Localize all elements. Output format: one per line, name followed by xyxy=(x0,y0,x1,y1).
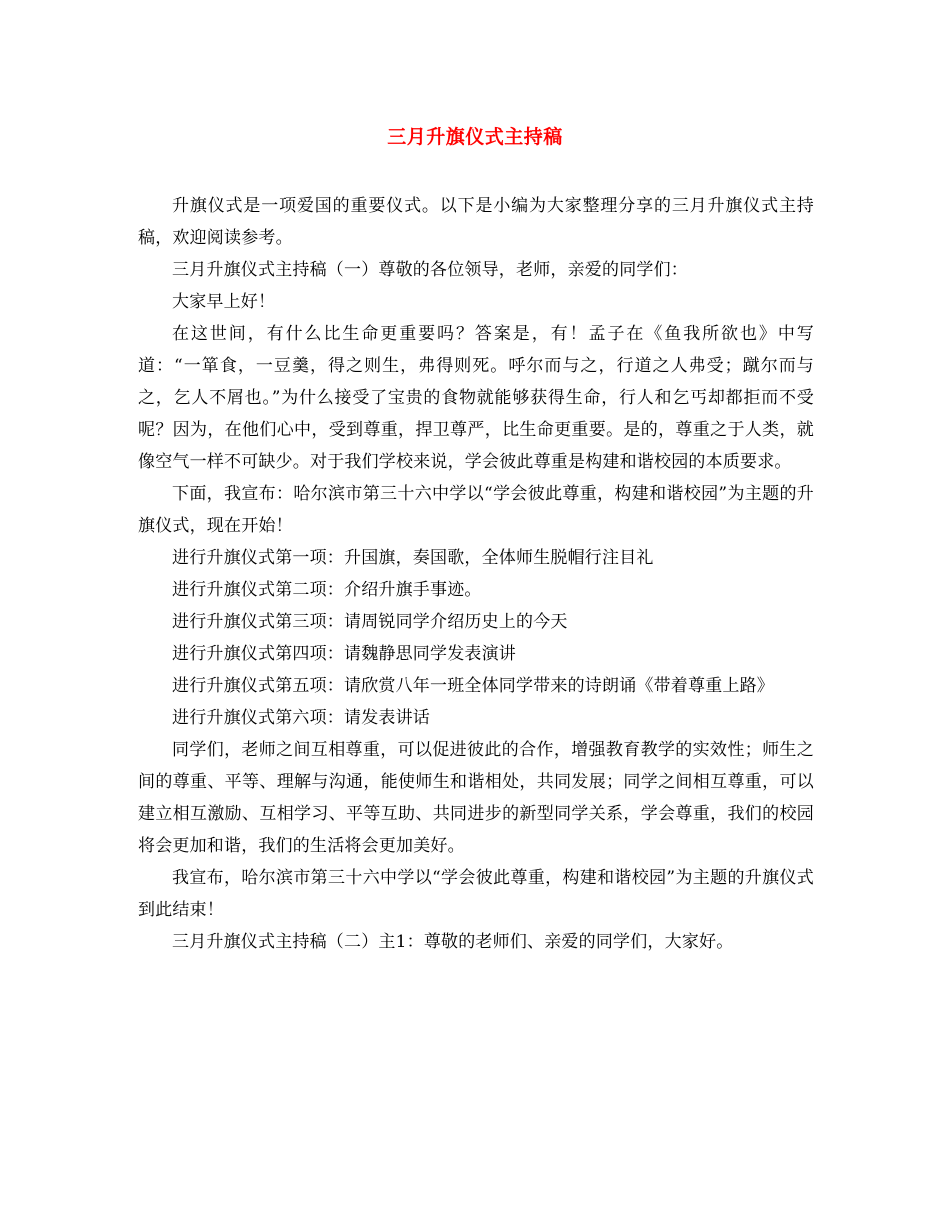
paragraph-step-four: 进行升旗仪式第四项：请魏静思同学发表演讲 xyxy=(172,644,516,664)
document-title: 三月升旗仪式主持稿 xyxy=(387,126,563,148)
paragraph-step-one: 进行升旗仪式第一项：升国旗，奏国歌，全体师生脱帽行注目礼 xyxy=(172,548,654,568)
paragraph-good-morning: 大家早上好！ xyxy=(172,292,276,312)
paragraph-closing-speech: 同学们，老师之间互相尊重，可以促进彼此的合作，增强教育教学的实效性；师生之间的尊重、平等、理解与沟通，能使师生和谐相处，共同发展；同学之间相互尊重，可以建立相互激励、互相学习、平等互助、共同进步的新型同学关系，学会尊重，我们的校园将会更加和谐，我们的生活将会更加美好。 xyxy=(138,740,814,856)
paragraph-announcement-start: 下面，我宣布：哈尔滨市第三十六中学以“学会彼此尊重，构建和谐校园”为主题的升旗仪式，现在开始！ xyxy=(138,484,814,536)
paragraph-announcement-end: 我宣布，哈尔滨市第三十六中学以“学会彼此尊重，构建和谐校园”为主题的升旗仪式到此结束！ xyxy=(138,868,814,920)
document-body xyxy=(138,190,814,958)
paragraph-step-three: 进行升旗仪式第三项：请周锐同学介绍历史上的今天 xyxy=(172,612,568,632)
paragraph-respect-essay: 在这世间，有什么比生命更重要吗？答案是，有！孟子在《鱼我所欲也》中写道：“一箪食，一豆羹，得之则生，弗得则死。呼尔而与之，行道之人弗受；蹴尔而与之，乞人不屑也。”为什么接受了宝贵的食物就能够获得生命，行人和乞丐却都拒而不受呢？因为，在他们心中，受到尊重，捍卫尊严，比生命更重要。是的，尊重之于人类，就像空气一样不可缺少。对于我们学校来说，学会彼此尊重是构建和谐校园的本质要求。 xyxy=(138,324,814,472)
paragraph-part-two-greeting: 三月升旗仪式主持稿（二）主1：尊敬的老师们、亲爱的同学们，大家好。 xyxy=(172,932,734,952)
paragraph-intro: 升旗仪式是一项爱国的重要仪式。以下是小编为大家整理分享的三月升旗仪式主持稿，欢迎阅读参考。 xyxy=(138,196,814,248)
paragraph-step-five: 进行升旗仪式第五项：请欣赏八年一班全体同学带来的诗朗诵《带着尊重上路》 xyxy=(172,676,774,696)
paragraph-step-six: 进行升旗仪式第六项：请发表讲话 xyxy=(172,708,430,728)
paragraph-step-two: 进行升旗仪式第二项：介绍升旗手事迹。 xyxy=(172,580,482,600)
paragraph-part-one-greeting: 三月升旗仪式主持稿（一）尊敬的各位领导，老师，亲爱的同学们： xyxy=(172,260,688,280)
